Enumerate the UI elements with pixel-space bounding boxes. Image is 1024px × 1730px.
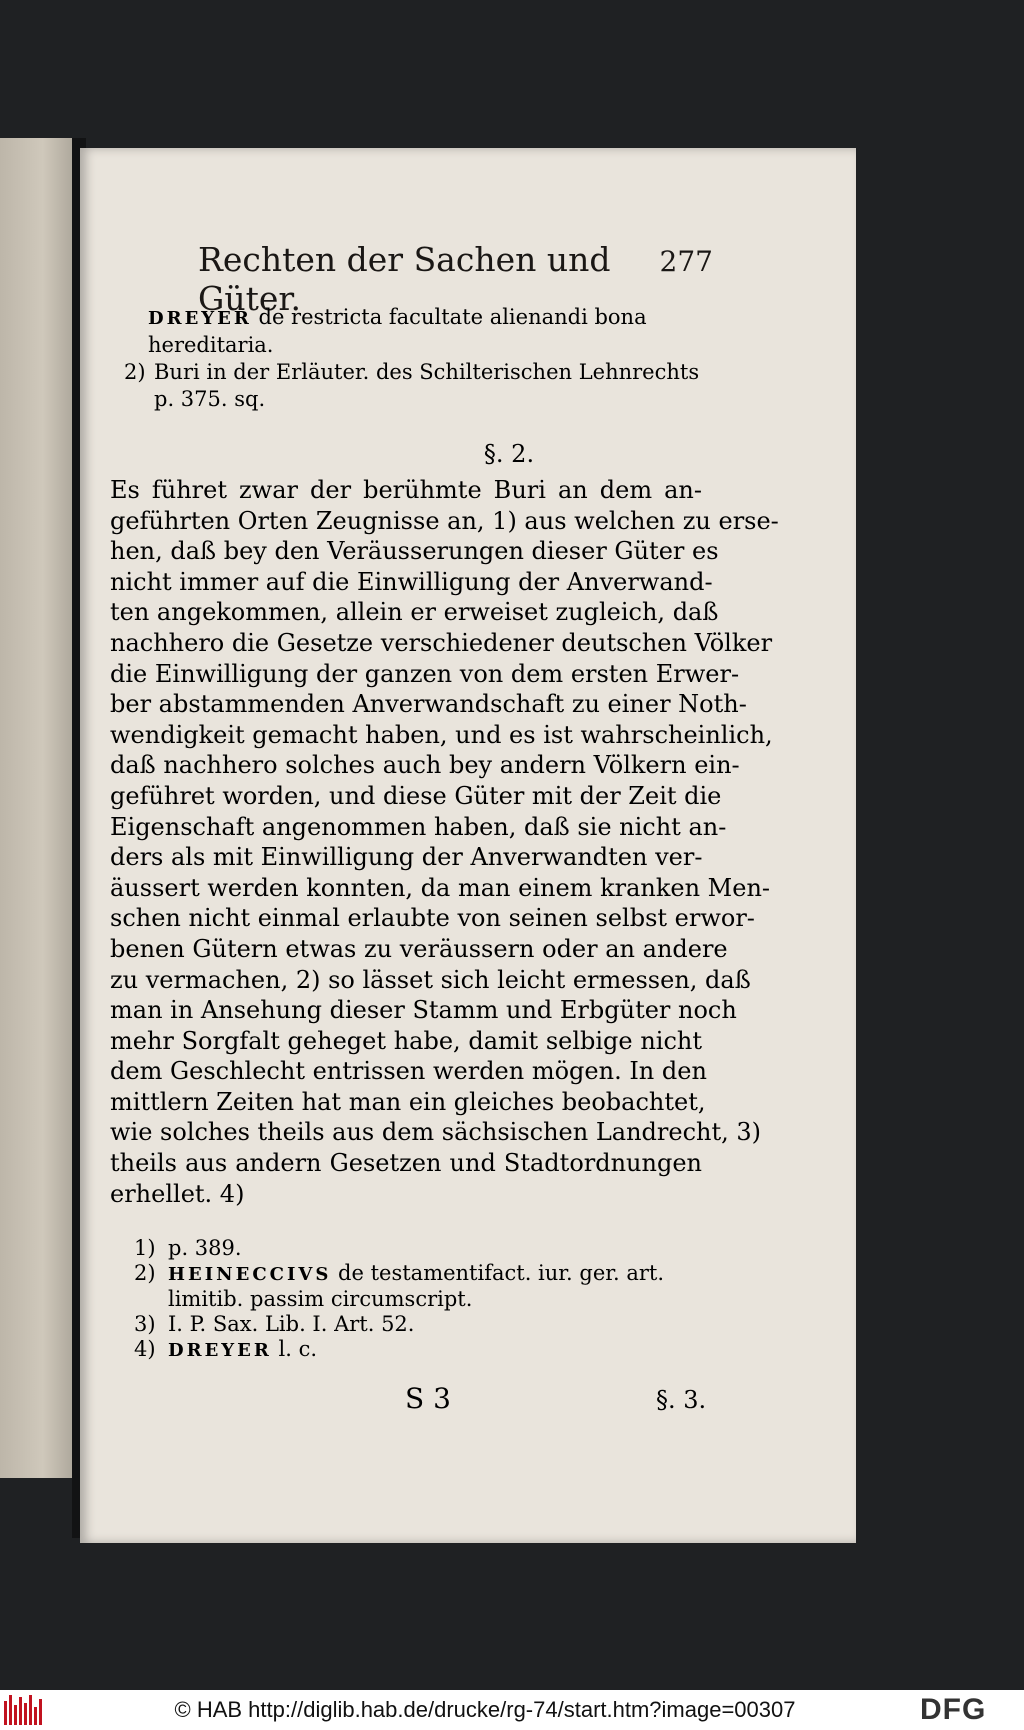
body-line: wendigkeit gemacht haben, und es ist wahrscheinlich, <box>110 720 773 749</box>
body-line: zu vermachen, 2) so lässet sich leicht ermessen, daß <box>110 965 751 994</box>
page-number: 277 <box>659 245 713 278</box>
hab-logo-icon <box>4 1695 50 1725</box>
footnote-text: de restricta facultate alienandi bona hereditaria. <box>148 305 647 357</box>
footnotes-top <box>124 304 713 413</box>
author-name: DREYER <box>148 308 252 329</box>
body-line: hen, daß bey den Veräusserungen dieser Güter es <box>110 537 719 566</box>
body-paragraph <box>110 475 779 1209</box>
footnote-bottom-2 <box>134 1261 704 1312</box>
footnote-number: 4) <box>134 1337 156 1361</box>
running-head <box>198 240 713 318</box>
dfg-logo: DFG <box>920 1693 987 1726</box>
body-line: erhellet. 4) <box>110 1179 245 1208</box>
footnote-bottom-1 <box>134 1236 704 1261</box>
footnote-number: 3) <box>134 1312 156 1336</box>
footnote-text: l. c. <box>278 1337 318 1361</box>
footnote-bottom-3 <box>134 1312 704 1337</box>
body-line: wie solches theils aus dem sächsischen Landrecht, 3) <box>110 1118 761 1147</box>
body-line: dem Geschlecht entrissen werden mögen. In den <box>110 1057 707 1086</box>
signature-mark: S 3 <box>405 1382 451 1415</box>
footnotes-bottom <box>134 1236 704 1363</box>
body-line: Eigenschaft angenommen haben, daß sie nicht an- <box>110 812 727 841</box>
footer-credit-link[interactable]: © HAB http://diglib.hab.de/drucke/rg-74/start.htm?image=00307 <box>174 1697 796 1722</box>
body-line: mehr Sorgfalt geheget habe, damit selbige nicht <box>110 1026 702 1055</box>
body-line: daß nachhero solches auch bey andern Völkern ein- <box>110 751 740 780</box>
footnote-top-1 <box>148 304 713 359</box>
author-name: HEINECCIVS <box>168 1264 332 1285</box>
section-heading <box>0 440 1024 468</box>
footnote-text: Buri in der Erläuter. des Schilterischen Lehnrechts p. 375. sq. <box>154 360 700 411</box>
body-line: die Einwilligung der ganzen von dem ersten Erwer- <box>110 659 740 688</box>
body-line: ten angekommen, allein er erweiset zugleich, daß <box>110 598 719 627</box>
footer-bar <box>0 1690 1024 1730</box>
footnote-number: 1) <box>134 1236 156 1260</box>
footnote-number: 2) <box>134 1261 156 1285</box>
author-name: DREYER <box>168 1340 272 1361</box>
body-line: schen nicht einmal erlaubte von seinen selbst erwor- <box>110 904 755 933</box>
body-line: ders als mit Einwilligung der Anverwandten ver- <box>110 843 703 872</box>
body-line: äussert werden konnten, da man einem kranken Men- <box>110 873 771 902</box>
body-line: Es führet zwar der berühmte Buri an dem an- <box>110 476 702 504</box>
body-line: nachhero die Gesetze verschiedener deutschen Völker <box>110 628 773 657</box>
footnote-top-2 <box>124 359 713 413</box>
body-line: mittlern Zeiten hat man ein gleiches beobachtet, <box>110 1087 706 1116</box>
body-line: ber abstammenden Anverwandschaft zu einer Noth- <box>110 690 747 719</box>
body-line: theils aus andern Gesetzen und Stadtordnungen <box>110 1149 702 1178</box>
section-heading-text: §. 2. <box>483 440 535 468</box>
footnote-text: I. P. Sax. Lib. I. Art. 52. <box>168 1312 415 1336</box>
running-head-title: Rechten der Sachen und Güter. <box>198 240 611 318</box>
footnote-number: 2) <box>124 360 146 384</box>
body-line: geführet worden, und diese Güter mit der Zeit die <box>110 781 722 810</box>
body-line: man in Ansehung dieser Stamm und Erbgüter noch <box>110 996 737 1025</box>
footnote-bottom-4 <box>134 1337 704 1363</box>
body-line: benen Gütern etwas zu veräussern oder an andere <box>110 934 728 963</box>
previous-page-edge <box>0 138 78 1478</box>
catchword: §. 3. <box>656 1386 707 1414</box>
body-line: nicht immer auf die Einwilligung der Anverwand- <box>110 567 713 596</box>
footnote-text: p. 389. <box>168 1236 242 1260</box>
footnote-text: de testamentifact. iur. ger. art. limitib. passim circumscript. <box>168 1261 665 1311</box>
body-line: geführten Orten Zeugnisse an, 1) aus welchen zu erse- <box>110 506 779 535</box>
